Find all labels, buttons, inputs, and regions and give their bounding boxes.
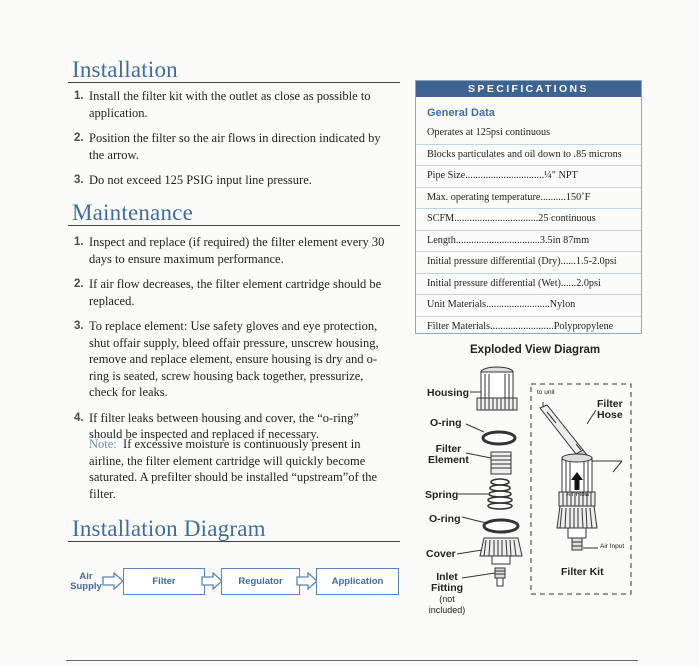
maintenance-note <box>89 436 389 502</box>
o-ring-top-label: O-ring <box>430 417 462 429</box>
flow-arrow-icon <box>201 572 223 590</box>
maintenance-rule <box>68 225 400 226</box>
air-supply-label: Air Supply <box>70 571 102 592</box>
housing-part <box>477 367 517 410</box>
spec-row: SCFM.................................25 continuous <box>416 209 641 231</box>
maintenance-step: 2. If air flow decreases, the filter element cartridge should be replaced. <box>74 277 382 308</box>
exploded-view-title: Exploded View Diagram <box>470 344 601 356</box>
note-label: Note: <box>89 437 117 451</box>
maintenance-step: 4. If filter leaks between housing and cover, the “o-ring” should be inspected and replaced if necessary. <box>74 410 359 441</box>
spec-row: Operates at 125psi continuous <box>416 123 641 145</box>
inlet-fitting-part <box>495 568 505 586</box>
installation-step: 2. Position the filter so the air flows in direction indicated by the arrow. <box>74 131 381 162</box>
housing-label: Housing <box>427 387 469 399</box>
spec-row: Blocks particulates and oil down to .85 microns <box>416 145 641 167</box>
flow-box-filter: Filter <box>123 568 205 595</box>
maintenance-step: 1. Inspect and replace (if required) the filter element every 30 days to ensure maximum performance. <box>74 235 385 266</box>
installation-diagram-title: Installation Diagram <box>72 516 266 541</box>
installation-diagram-rule <box>68 541 400 542</box>
air-input-label: Air Input <box>600 543 625 550</box>
spec-row: Filter Materials.........................Polypropylene <box>427 320 614 332</box>
cover-part <box>480 538 522 564</box>
spring-label: Spring <box>425 489 459 501</box>
cover-label: Cover <box>426 548 456 560</box>
flow-box-regulator: Regulator <box>221 568 300 595</box>
flow-box-application: Application <box>316 568 399 595</box>
footer-rule <box>66 660 638 661</box>
filter-element-label: Filter Element <box>428 443 469 466</box>
spec-row: Unit Materials.........................Nylon <box>416 295 641 317</box>
specifications-header: SPECIFICATIONS <box>416 81 641 97</box>
specifications-rows <box>416 123 641 337</box>
spec-row: Initial pressure differential (Dry)......1.5-2.0psi <box>416 252 641 274</box>
air-flow-label: Air Flow <box>566 491 590 498</box>
o-ring-bottom-label: O-ring <box>429 513 461 525</box>
o-ring-bottom-part <box>484 520 518 532</box>
specifications-box <box>415 80 642 334</box>
maintenance-steps <box>74 234 392 443</box>
spec-row: Initial pressure differential (Wet)......2.0psi <box>416 274 641 296</box>
installation-steps <box>74 88 394 189</box>
note-text: If excessive moisture is continuously present in airline, the filter element cartridge will quickly become saturated. A prefilter should be installed “upstream”of the filter. <box>89 437 378 501</box>
assembled-filter-part <box>557 454 598 550</box>
specifications-subheader: General Data <box>427 107 495 119</box>
filter-kit-label: Filter Kit <box>561 566 604 578</box>
spec-row: Pipe Size...............................¼" NPT <box>416 166 641 188</box>
inlet-fitting-label: Inlet Fitting (not included) <box>428 571 466 615</box>
installation-title: Installation <box>72 57 178 82</box>
to-unit-label: to unit <box>537 389 555 396</box>
spec-row: Length.................................3.5in 87mm <box>416 231 641 253</box>
filter-hose-label: Filter Hose <box>597 398 623 421</box>
flow-arrow-icon <box>296 572 318 590</box>
installation-step: 1. Install the filter kit with the outlet as close as possible to application. <box>74 89 371 120</box>
filter-element-part <box>491 452 511 474</box>
spring-part <box>488 479 512 509</box>
maintenance-step: 3. To replace element: Use safety gloves and eye protection, shut offair supply, bleed offair pressure, unscrew housing, remove and replace element, ensure housing is dry and o-ring is seated, screw housing back together, pressurize, check for leaks. <box>74 319 379 399</box>
installation-step: 3. Do not exceed 125 PSIG input line pressure. <box>74 173 312 187</box>
spec-row: Max. operating temperature..........150˚F <box>416 188 641 210</box>
o-ring-top-part <box>483 432 515 444</box>
installation-rule <box>68 82 400 83</box>
flow-arrow-icon <box>102 572 124 590</box>
maintenance-title: Maintenance <box>72 200 193 225</box>
